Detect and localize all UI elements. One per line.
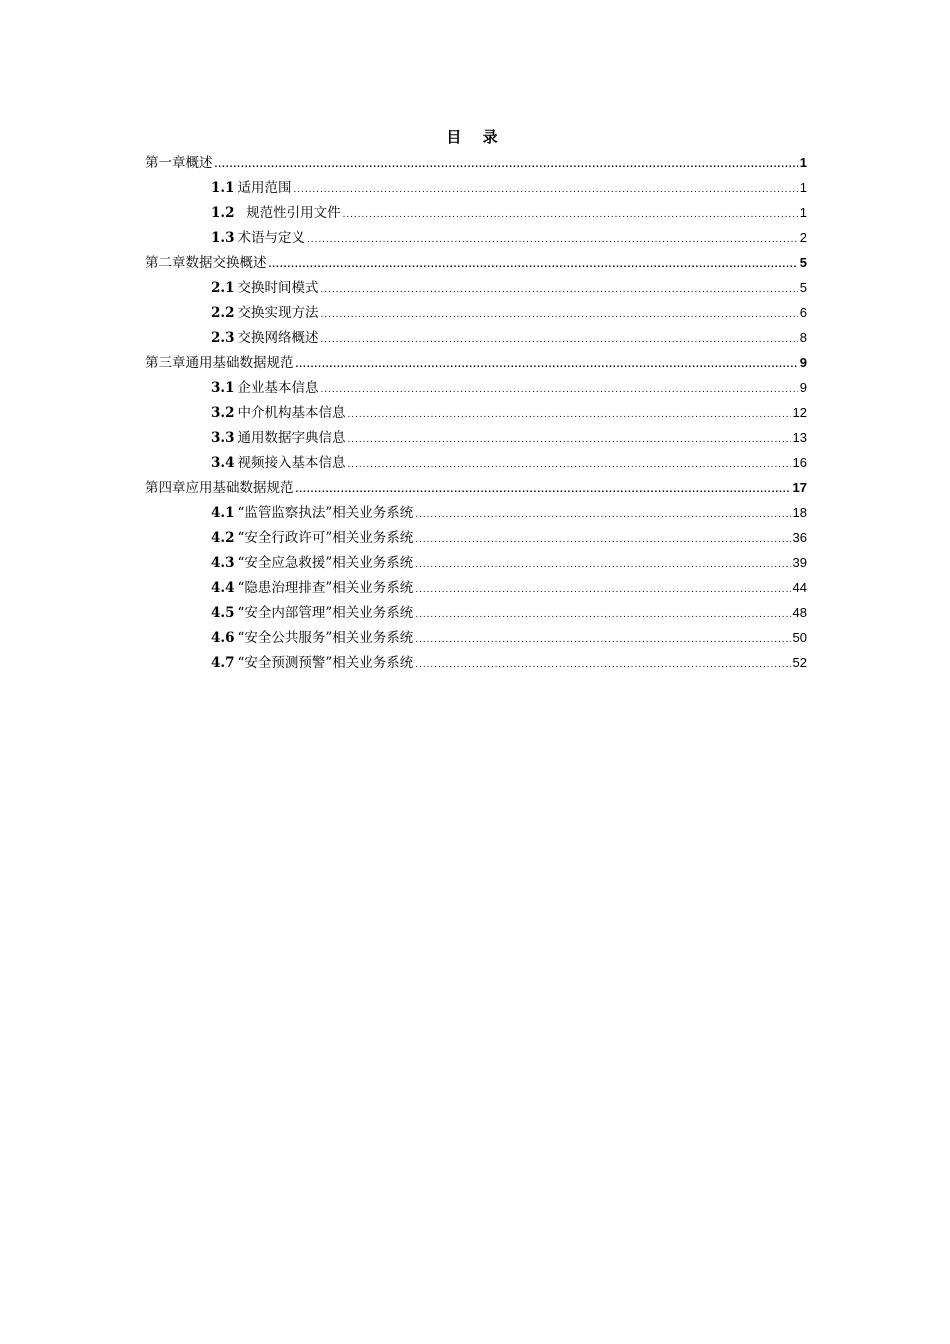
toc-section-number: 3.4 xyxy=(211,455,235,471)
toc-section-4-4[interactable] xyxy=(145,575,807,600)
toc-page-number: 18 xyxy=(792,505,807,520)
toc-page-number: 2 xyxy=(799,230,807,245)
toc-section-number: 4.7 xyxy=(211,655,235,671)
toc-page-number: 48 xyxy=(792,605,807,620)
toc-section-4-1[interactable] xyxy=(145,500,807,525)
dot-leader xyxy=(415,602,790,627)
toc-page-number: 8 xyxy=(799,330,807,345)
toc-entry-label: 中介机构基本信息 xyxy=(237,405,346,421)
toc-page-number: 16 xyxy=(792,455,807,470)
toc-page-number: 1 xyxy=(799,180,807,195)
dot-leader xyxy=(415,652,790,677)
toc-entry-label: 适用范围 xyxy=(237,180,292,196)
dot-leader xyxy=(415,552,790,577)
toc-section-2-2[interactable] xyxy=(145,300,807,325)
dot-leader xyxy=(415,527,790,552)
toc-page-number: 50 xyxy=(792,630,807,645)
toc-entry-label: 交换网络概述 xyxy=(237,330,319,346)
toc-entry-label: “监管监察执法”相关业务系统 xyxy=(237,505,414,521)
toc-entry-label: 通用数据字典信息 xyxy=(237,430,346,446)
toc-title: 目 录 xyxy=(446,128,506,146)
dot-leader xyxy=(348,402,791,427)
toc-section-number: 4.1 xyxy=(211,505,235,521)
dot-leader xyxy=(321,327,798,352)
toc-entry-label: “安全应急救援”相关业务系统 xyxy=(237,555,414,571)
toc-page-number: 1 xyxy=(799,205,807,220)
toc-entry-label: 术语与定义 xyxy=(237,230,305,246)
toc-section-number: 2.1 xyxy=(211,280,235,296)
toc-entry-label: 企业基本信息 xyxy=(237,380,319,396)
toc-entry-label: “隐患治理排查”相关业务系统 xyxy=(237,580,414,596)
toc-entry-label: “安全行政许可”相关业务系统 xyxy=(237,530,414,546)
toc-chapter-2[interactable] xyxy=(145,250,807,275)
toc-chapter-1[interactable] xyxy=(145,150,807,175)
dot-leader xyxy=(296,352,798,377)
toc-section-4-3[interactable] xyxy=(145,550,807,575)
dot-leader xyxy=(415,577,790,602)
toc-section-3-4[interactable] xyxy=(145,450,807,475)
toc-page-number: 36 xyxy=(792,530,807,545)
toc-entry-label: 交换时间模式 xyxy=(237,280,319,296)
toc-entry-label: 交换实现方法 xyxy=(237,305,319,321)
dot-leader xyxy=(307,227,798,252)
dot-leader xyxy=(296,477,791,502)
dot-leader xyxy=(321,277,798,302)
toc-section-number: 3.2 xyxy=(211,405,235,421)
dot-leader xyxy=(415,627,790,652)
toc-section-4-7[interactable] xyxy=(145,650,807,675)
toc-section-1-2[interactable] xyxy=(145,200,807,225)
toc-section-number: 3.3 xyxy=(211,430,235,446)
dot-leader xyxy=(343,202,798,227)
toc-chapter-3[interactable] xyxy=(145,350,807,375)
toc-section-2-3[interactable] xyxy=(145,325,807,350)
toc-page-number: 5 xyxy=(799,280,807,295)
toc-section-4-2[interactable] xyxy=(145,525,807,550)
toc-section-3-1[interactable] xyxy=(145,375,807,400)
dot-leader xyxy=(215,152,798,177)
toc-section-number: 4.2 xyxy=(211,530,235,546)
toc-entry-label: “安全内部管理”相关业务系统 xyxy=(237,605,414,621)
toc-page-number: 12 xyxy=(792,405,807,420)
dot-leader xyxy=(269,252,798,277)
toc-page-number: 52 xyxy=(792,655,807,670)
dot-leader xyxy=(294,177,798,202)
dot-leader xyxy=(321,377,798,402)
toc-section-number: 4.3 xyxy=(211,555,235,571)
toc-entry-label: 规范性引用文件 xyxy=(237,205,341,221)
toc-section-number: 2.2 xyxy=(211,305,235,321)
table-of-contents xyxy=(145,124,807,675)
toc-section-2-1[interactable] xyxy=(145,275,807,300)
toc-chapter-4[interactable] xyxy=(145,475,807,500)
toc-page-number: 6 xyxy=(799,305,807,320)
toc-entry-label: 第二章数据交换概述 xyxy=(145,255,267,271)
toc-entry-label: 第一章概述 xyxy=(145,155,213,171)
toc-page-number: 9 xyxy=(799,355,807,370)
toc-section-number: 4.5 xyxy=(211,605,235,621)
toc-section-3-3[interactable] xyxy=(145,425,807,450)
toc-section-4-6[interactable] xyxy=(145,625,807,650)
toc-section-number: 1.1 xyxy=(211,180,235,196)
toc-section-number: 2.3 xyxy=(211,330,235,346)
toc-page-number: 9 xyxy=(799,380,807,395)
toc-page-number: 1 xyxy=(799,155,807,170)
toc-section-4-5[interactable] xyxy=(145,600,807,625)
toc-entry-label: 第四章应用基础数据规范 xyxy=(145,480,294,496)
toc-page-number: 5 xyxy=(799,255,807,270)
dot-leader xyxy=(415,502,790,527)
toc-entry-label: “安全公共服务”相关业务系统 xyxy=(237,630,414,646)
dot-leader xyxy=(348,427,791,452)
dot-leader xyxy=(348,452,791,477)
toc-section-number: 1.2 xyxy=(211,205,235,221)
toc-section-number: 4.6 xyxy=(211,630,235,646)
toc-entry-label: 视频接入基本信息 xyxy=(237,455,346,471)
toc-page-number: 39 xyxy=(792,555,807,570)
toc-entry-label: “安全预测预警”相关业务系统 xyxy=(237,655,414,671)
toc-page-number: 13 xyxy=(792,430,807,445)
toc-section-number: 4.4 xyxy=(211,580,235,596)
toc-section-number: 1.3 xyxy=(211,230,235,246)
toc-section-number: 3.1 xyxy=(211,380,235,396)
dot-leader xyxy=(321,302,798,327)
toc-page-number: 44 xyxy=(792,580,807,595)
toc-section-3-2[interactable] xyxy=(145,400,807,425)
toc-section-1-3[interactable] xyxy=(145,225,807,250)
toc-section-1-1[interactable] xyxy=(145,175,807,200)
toc-entry-label: 第三章通用基础数据规范 xyxy=(145,355,294,371)
toc-page-number: 17 xyxy=(792,480,807,495)
